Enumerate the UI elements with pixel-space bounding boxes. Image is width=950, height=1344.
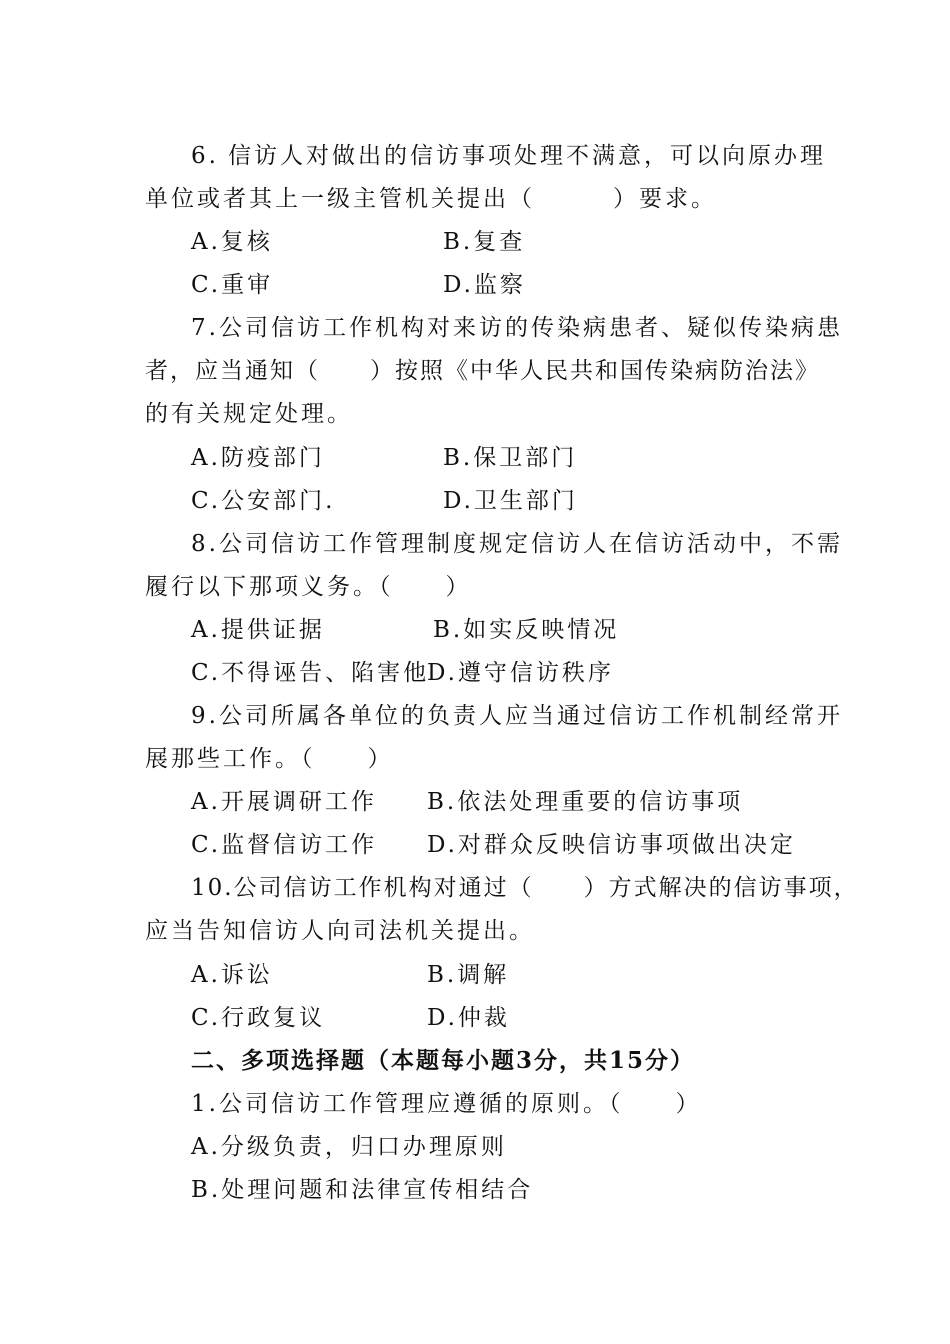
q9-option-b: B.依法处理重要的信访事项: [427, 789, 744, 815]
q7-text-line3: 的有关规定处理。: [145, 401, 353, 427]
q6-text-line1: 信访人对做出的信访事项处理不满意，可以向原办理: [228, 143, 826, 169]
q10-text-line2: 应当告知信访人向司法机关提出。: [145, 918, 535, 944]
q9-option-d: D.对群众反映信访事项做出决定: [427, 832, 796, 858]
q6-number: 6.: [191, 143, 219, 169]
q6-option-b: B.复查: [443, 229, 526, 255]
q7-option-a: A.防疫部门: [191, 445, 325, 471]
q8-option-d: D.遵守信访秩序: [427, 660, 614, 686]
q10-option-b: B.调解: [427, 962, 510, 988]
q6-option-c: C.重审: [191, 272, 274, 298]
section2-heading: 二、多项选择题（本题每小题3分，共15分）: [191, 1047, 696, 1074]
q8-text-line1: 8.公司信访工作管理制度规定信访人在信访活动中，不需: [191, 531, 843, 557]
q8-option-a: A.提供证据: [191, 617, 325, 643]
section2-q1-text: 1.公司信访工作管理应遵循的原则。（ ）: [191, 1091, 702, 1117]
q6-option-a: A.复核: [191, 229, 273, 255]
q6-text-line2: 单位或者其上一级主管机关提出（ ）要求。: [145, 186, 717, 212]
q8-option-c: C.不得诬告、陷害他: [191, 660, 430, 686]
q8-text-line2: 履行以下那项义务。（ ）: [145, 574, 472, 600]
q7-option-d: D.卫生部门: [443, 488, 578, 514]
q9-option-c: C.监督信访工作: [191, 832, 378, 858]
q8-option-b: B.如实反映情况: [433, 617, 620, 643]
section2-q1-option-b: B.处理问题和法律宣传相结合: [191, 1177, 534, 1203]
q10-option-c: C.行政复议: [191, 1005, 326, 1031]
q10-option-d: D.仲裁: [427, 1005, 510, 1031]
q7-option-c: C.公安部门.: [191, 488, 336, 514]
q6-option-d: D.监察: [443, 272, 526, 298]
q9-text-line1: 9.公司所属各单位的负责人应当通过信访工作机制经常开: [191, 703, 843, 729]
q9-option-a: A.开展调研工作: [191, 789, 377, 815]
q7-option-b: B.保卫部门: [443, 445, 578, 471]
q7-text-line1: 7.公司信访工作机构对来访的传染病患者、疑似传染病患: [191, 315, 843, 341]
q10-option-a: A.诉讼: [191, 962, 273, 988]
q10-text-line1: 10.公司信访工作机构对通过（ ）方式解决的信访事项，: [191, 875, 859, 901]
q7-text-line2: 者，应当通知（ ）按照《中华人民共和国传染病防治法》: [145, 358, 820, 384]
section2-q1-option-a: A.分级负责，归口办理原则: [191, 1134, 507, 1160]
q9-text-line2: 展那些工作。（ ）: [145, 746, 394, 772]
